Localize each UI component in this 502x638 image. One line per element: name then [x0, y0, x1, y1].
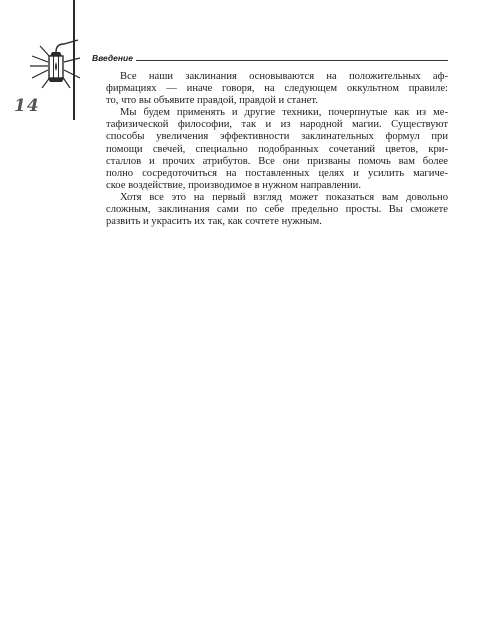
paragraph-1: [92, 71, 448, 107]
paragraph-2: [92, 107, 448, 192]
body-text: [92, 71, 448, 228]
text-line: сложным, заклинания сами по себе предельно просты. Вы сможете: [106, 204, 448, 216]
text-line: полно сосредоточиться на поставленных целях и усилить магиче-: [106, 167, 448, 179]
page-number: 14: [14, 96, 40, 116]
text-line: Все наши заклинания основываются на положительных аф-: [120, 71, 448, 82]
paragraph-3: [92, 192, 448, 228]
text-line: способы увеличения эффективности заклинательных формул при: [106, 131, 448, 143]
text-line: фирмациях — иначе говоря, на следующем оккультном правиле:: [106, 83, 448, 95]
lantern-icon: [26, 38, 86, 90]
text-line: то, что вы объявите правдой, правдой и станет.: [106, 95, 318, 107]
running-head-rule: [136, 60, 448, 61]
text-line: Мы будем применять и другие техники, почерпнутые как из ме-: [120, 107, 448, 119]
running-head-title: Введение: [92, 53, 133, 63]
text-line: сталлов и прочих атрибутов. Все они призваны помочь вам более: [106, 155, 448, 167]
text-line: развить и украсить их так, как сочтете нужным.: [106, 216, 322, 228]
text-line: тафизической философии, так и из народной магии. Существуют: [106, 119, 448, 131]
running-head: [92, 53, 448, 63]
text-line: ское воздействие, производимое в нужном направлении.: [106, 179, 361, 191]
text-line: помощи свечей, специально подобранных сочетаний цветов, кри-: [106, 143, 448, 155]
text-line: Хотя все это на первый взгляд может показаться вам довольно: [120, 191, 448, 203]
